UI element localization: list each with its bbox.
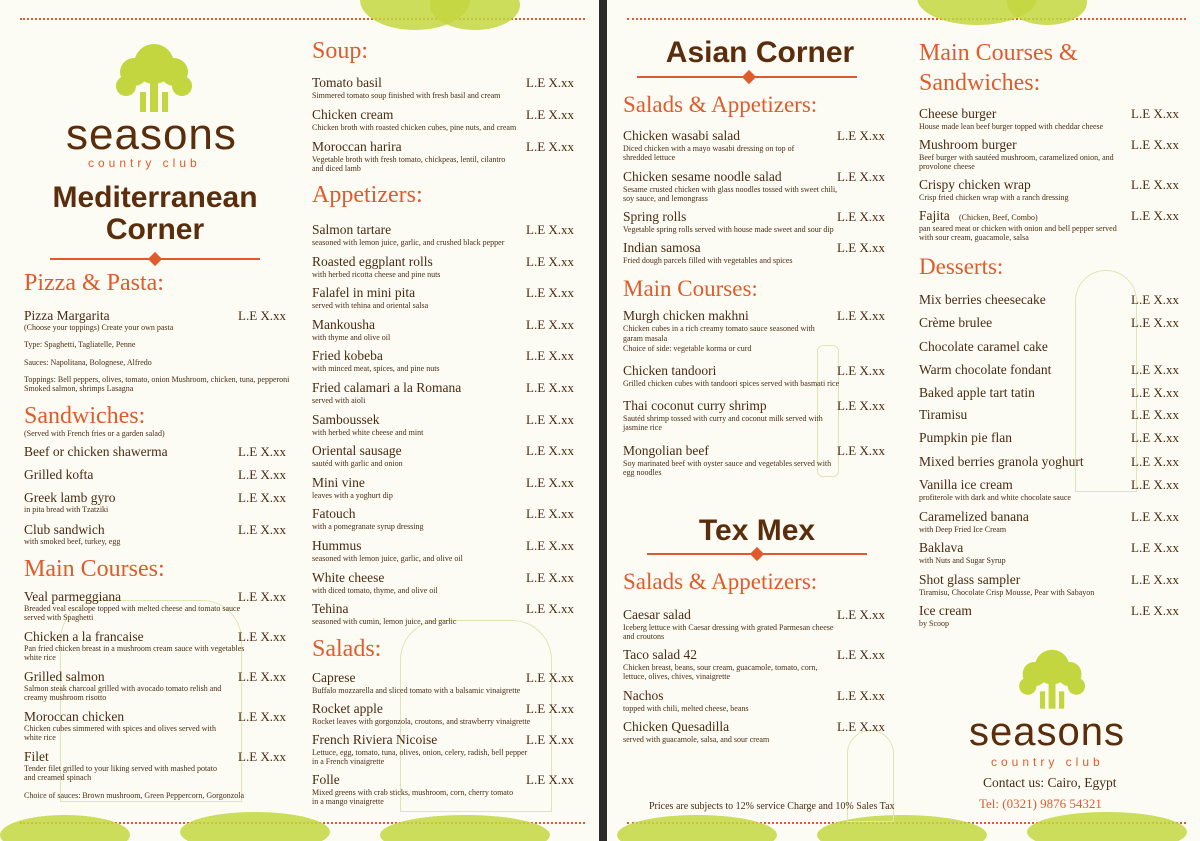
menu-item-desc: Tender filet grilled to your liking served with mashed potato <box>24 764 217 773</box>
menu-item-desc: lettuce, olives, chives, vinaigrette <box>623 672 731 681</box>
menu-item-price: L.E X.xx <box>1131 362 1180 377</box>
menu-item-desc: Diced chicken with a mayo wasabi dressing on top of <box>623 144 795 153</box>
menu-item-price: L.E X.xx <box>837 240 886 255</box>
menu-item-name: Mushroom burger <box>919 137 1017 152</box>
menu-item-name: Folle <box>312 772 340 787</box>
menu-item-name: Crispy chicken wrap <box>919 177 1031 192</box>
menu-item-name: Warm chocolate fondant <box>919 362 1052 377</box>
menu-item-desc: Sautéd shrimp tossed with curry and coconut milk served with <box>623 414 823 423</box>
menu-item-desc: House made lean beef burger topped with cheddar cheese <box>919 122 1104 131</box>
menu-item-desc: with minced meat, spices, and pine nuts <box>312 364 440 374</box>
menu-item-name: Beef or chicken shawerma <box>24 444 168 459</box>
menu-item-name: Veal parmeggiana <box>24 589 122 604</box>
menu-item-desc: Vegetable broth with fresh tomato, chickpeas, lentil, cilantro <box>312 155 506 164</box>
menu-item-price: L.E X.xx <box>526 474 575 490</box>
menu-item-name: Baked apple tart tatin <box>919 385 1035 400</box>
section-heading-asian-salads: Salads & Appetizers: <box>623 92 818 117</box>
brand-name: seasons <box>66 110 237 159</box>
menu-item-desc: jasmine rice <box>623 423 662 432</box>
menu-item-price: L.E X.xx <box>526 732 575 747</box>
menu-item-desc: pan seared meat or chicken with onion and bell pepper served <box>919 224 1117 233</box>
menu-item-price: L.E X.xx <box>1131 177 1180 192</box>
menu-item-price: L.E X.xx <box>526 253 575 269</box>
menu-item-name: Tiramisu <box>919 407 968 422</box>
brand-name: seasons <box>969 710 1125 754</box>
menu-item-name: Fried calamari a la Romana <box>312 380 462 395</box>
menu-item-desc: Breaded veal escalope topped with melted cheese and tomato sauce <box>24 604 241 613</box>
menu-item-desc: garam masala <box>623 334 668 343</box>
menu-item-desc: Chicken cubes simmered with spices and olives served with <box>24 724 216 733</box>
menu-item-name: Taco salad 42 <box>623 647 698 662</box>
menu-item-price: L.E X.xx <box>837 169 886 184</box>
menu-item-desc: seasoned with cumin, lemon juice, and garlic <box>312 617 457 627</box>
menu-item-price: L.E X.xx <box>837 398 886 413</box>
menu-item-price: L.E X.xx <box>526 411 575 427</box>
corner-title <box>20 182 290 246</box>
menu-item-name: Fried kobeba <box>312 348 383 364</box>
menu-item-price: L.E X.xx <box>238 490 287 505</box>
menu-item-name: Oriental sausage <box>312 443 402 459</box>
menu-item-price: L.E X.xx <box>837 363 886 378</box>
menu-item-desc: with Nuts and Sugar Syrup <box>919 556 1006 565</box>
menu-item-name: Filet <box>24 749 49 764</box>
menu-item-desc: with thyme and olive oil <box>312 332 391 342</box>
menu-item-desc: Buffalo mozzarella and sliced tomato with a balsamic vinaigrette <box>312 686 521 695</box>
menu-item-desc: served with aioli <box>312 396 366 405</box>
menu-item-desc: Crisp fried chicken wrap with a ranch dressing <box>919 193 1069 202</box>
menu-item-name: Indian samosa <box>623 240 701 255</box>
menu-item-desc: Chicken breast, beans, sour cream, guacamole, tomato, corn, <box>623 663 818 672</box>
menu-item-name: Cheese burger <box>919 106 997 121</box>
menu-item-price: L.E X.xx <box>238 308 287 323</box>
menu-item-desc: seasoned with lemon juice, garlic, and crushed black pepper <box>312 238 505 247</box>
heading-line: Sandwiches: <box>919 70 1041 96</box>
menu-item-price: L.E X.xx <box>238 749 287 764</box>
section-heading-main: Main Courses: <box>24 556 165 582</box>
menu-item-price: L.E X.xx <box>837 607 886 622</box>
top-dotted-border <box>627 18 1186 20</box>
menu-item-name: Crème brulee <box>919 315 993 330</box>
price-footnote: Prices are subjects to 12% service Charge and 10% Sales Tax <box>649 801 895 812</box>
menu-item-price: L.E X.xx <box>1131 137 1180 152</box>
telephone[interactable]: Tel: (0321) 9876 54321 <box>979 796 1102 811</box>
menu-item-desc: seasoned with lemon juice, garlic, and olive oil <box>312 554 463 563</box>
menu-item-name: Chicken sesame noodle salad <box>623 169 782 184</box>
menu-item-price: L.E X.xx <box>837 443 886 458</box>
menu-item-name: Thai coconut curry shrimp <box>623 398 767 413</box>
menu-item-name: Chicken wasabi salad <box>623 128 740 143</box>
menu-item-name: Mankousha <box>312 316 375 332</box>
tree-logo-icon <box>1015 648 1090 713</box>
section-heading-pizza: Pizza & Pasta: <box>24 270 164 296</box>
menu-page-right <box>607 0 1200 841</box>
menu-item-price: L.E X.xx <box>526 139 575 154</box>
menu-item-price: L.E X.xx <box>526 285 575 301</box>
menu-item-price: L.E X.xx <box>1131 385 1180 400</box>
menu-item-price: L.E X.xx <box>526 348 575 364</box>
menu-item-name: Salmon tartare <box>312 222 392 237</box>
menu-item-price: L.E X.xx <box>238 669 287 684</box>
menu-item-name: Falafel in mini pita <box>312 285 416 301</box>
menu-item-desc: with diced tomato, thyme, and olive oil <box>312 585 438 595</box>
pasta-sauces-line: Sauces: Napolitana, Bolognese, Alfredo <box>24 358 152 367</box>
menu-item-price: L.E X.xx <box>1131 603 1180 618</box>
menu-item-desc: Beef burger with sautéed mushroom, caramelized onion, and <box>919 153 1114 162</box>
menu-item-price: L.E X.xx <box>526 222 575 237</box>
menu-item-name: White cheese <box>312 569 385 585</box>
menu-item-desc: and creamed spinach <box>24 773 92 782</box>
menu-item-price: L.E X.xx <box>526 601 575 617</box>
menu-item-desc: white rice <box>24 733 56 742</box>
menu-item-desc: leaves with a yoghurt dip <box>312 490 393 500</box>
texmex-title: Tex Mex <box>698 514 816 547</box>
menu-item-name: Chicken tandoori <box>623 363 717 378</box>
menu-item-desc: Iceberg lettuce with Caesar dressing with grated Parmesan cheese <box>623 623 834 632</box>
menu-item-price: L.E X.xx <box>1131 509 1180 524</box>
menu-item-name: Roasted eggplant rolls <box>312 253 433 269</box>
section-heading-main-sandwiches <box>919 38 1078 98</box>
menu-item-name: Chicken cream <box>312 107 394 122</box>
menu-item-price: L.E X.xx <box>526 443 575 459</box>
corner-title-line2: Corner <box>105 213 205 246</box>
menu-item-price: L.E X.xx <box>238 522 287 537</box>
menu-item-name: Rocket apple <box>312 701 383 716</box>
section-heading-asian-main: Main Courses: <box>623 276 758 301</box>
menu-item-desc: Grilled chicken cubes with tandoori spices served with basmati rice <box>623 379 840 388</box>
menu-item-desc: Salmon steak charcoal grilled with avocado tomato relish and <box>24 684 222 693</box>
menu-item-desc: Mixed greens with crab sticks, mushroom, corn, cherry tomato <box>312 788 514 797</box>
menu-item-name: Chicken Quesadilla <box>623 719 730 734</box>
menu-item-price: L.E X.xx <box>1131 292 1180 307</box>
sauce-choices: Choice of sauces: Brown mushroom, Green Peppercorn, Gorgonzola <box>24 791 245 800</box>
pasta-type-line: Type: Spaghetti, Tagliatelle, Penne <box>24 340 136 349</box>
menu-item-price: L.E X.xx <box>238 709 287 724</box>
menu-item-price: L.E X.xx <box>238 444 287 459</box>
menu-item-name: Pizza Margarita <box>24 308 110 323</box>
menu-item-name: Grilled kofta <box>24 467 94 482</box>
menu-item-name: Mini vine <box>312 474 365 490</box>
menu-item-price: L.E X.xx <box>238 629 287 644</box>
menu-item-desc: (Choose your toppings) Create your own pasta <box>24 323 174 332</box>
brand-tagline: country club <box>88 156 201 170</box>
brand-tagline: country club <box>991 755 1104 769</box>
section-subheading: (Served with French fries or a garden salad) <box>24 429 165 438</box>
section-heading-soup: Soup: <box>312 38 369 64</box>
pizza-toppings-line: Smoked salmon, shrimps Lasagna <box>24 384 134 393</box>
menu-item-desc: served with tehina and oriental salsa <box>312 301 429 311</box>
menu-item-desc: served with guacamole, salsa, and sour cream <box>623 735 770 744</box>
menu-item-desc: white rice <box>24 653 56 662</box>
menu-item-price: L.E X.xx <box>238 467 287 482</box>
menu-item-desc: Pan fried chicken breast in a mushroom cream sauce with vegetables <box>24 644 245 653</box>
menu-item-name: Caramelized banana <box>919 509 1029 524</box>
pizza-toppings-line: Toppings: Bell peppers, olives, tomato, onion Mushroom, chicken, tuna, pepperoni <box>24 375 290 384</box>
menu-item-name: Hummus <box>312 538 362 553</box>
menu-item-desc: Rocket leaves with gorgonzola, croutons, and strawberry vinaigrette <box>312 717 531 726</box>
menu-item-name: Baklava <box>919 540 964 555</box>
menu-item-price: L.E X.xx <box>526 316 575 332</box>
menu-item-price: L.E X.xx <box>526 75 575 90</box>
menu-item-name: Shot glass sampler <box>919 572 1021 587</box>
menu-item-price: L.E X.xx <box>837 688 886 703</box>
menu-item-price: L.E X.xx <box>1131 407 1180 422</box>
menu-item-name: French Riviera Nicoise <box>312 732 438 747</box>
tree-logo-icon <box>112 42 197 117</box>
menu-item-name: Mixed berries granola yoghurt <box>919 454 1084 469</box>
menu-item-price: L.E X.xx <box>837 209 886 224</box>
section-heading-sandwiches: Sandwiches: <box>24 403 146 429</box>
menu-item-price: L.E X.xx <box>526 506 575 522</box>
menu-item-desc: served with Spaghetti <box>24 613 94 622</box>
menu-item-name: Moroccan harira <box>312 139 402 154</box>
menu-item-desc: Simmered tomato soup finished with fresh basil and cream <box>312 91 501 100</box>
menu-item-desc: by Scoop <box>919 619 949 628</box>
menu-item-name-extra: (Chicken, Beef, Combo) <box>959 213 1038 222</box>
menu-item-desc: shredded lettuce <box>623 153 676 162</box>
heading-line: Main Courses & <box>919 40 1078 66</box>
menu-item-name: Club sandwich <box>24 522 105 537</box>
diamond-divider-icon <box>148 252 162 266</box>
menu-item-desc: Tiramisu, Chocolate Crisp Mousse, Pear with Sabayon <box>919 588 1095 597</box>
section-heading-texmex-salads: Salads & Appetizers: <box>623 569 818 594</box>
diamond-divider-icon <box>742 70 756 84</box>
menu-item-name: Chicken a la francaise <box>24 629 144 644</box>
menu-item-desc: with herbed white cheese and mint <box>312 427 424 437</box>
menu-item-price: L.E X.xx <box>526 701 575 716</box>
menu-item-price: L.E X.xx <box>1131 430 1180 445</box>
menu-item-desc: with a pomegranate syrup dressing <box>312 522 424 532</box>
menu-item-desc: Sesame crusted chicken with glass noodles tossed with sweet chili, <box>623 185 838 194</box>
menu-item-price: L.E X.xx <box>837 719 886 734</box>
menu-item-desc: in a mango vinaigrette <box>312 797 384 806</box>
menu-item-name: Tomato basil <box>312 75 382 90</box>
menu-item-price: L.E X.xx <box>526 107 575 122</box>
menu-page-left <box>0 0 599 841</box>
menu-item-name: Pumpkin pie flan <box>919 430 1012 445</box>
menu-item-name: Greek lamb gyro <box>24 490 116 505</box>
menu-item-price: L.E X.xx <box>1131 106 1180 121</box>
menu-item-desc: with smoked beef, turkey, egg <box>24 537 121 546</box>
section-heading-salads: Salads: <box>312 636 382 662</box>
menu-item-desc: soy sauce, and lemongrass <box>623 194 708 203</box>
menu-item-name: Samboussek <box>312 411 380 427</box>
menu-item-name: Murgh chicken makhni <box>623 308 749 323</box>
menu-item-price: L.E X.xx <box>1131 315 1180 330</box>
menu-item-desc: sautéd with garlic and onion <box>312 459 403 469</box>
menu-item-name: Moroccan chicken <box>24 709 125 724</box>
section-heading-appetizers: Appetizers: <box>312 182 423 208</box>
menu-item-desc: and croutons <box>623 632 665 641</box>
menu-item-name: Fajita <box>919 208 950 223</box>
menu-item-name: Caesar salad <box>623 607 691 622</box>
menu-item-price: L.E X.xx <box>526 569 575 585</box>
menu-item-desc: topped with chili, melted cheese, beans <box>623 704 749 713</box>
menu-item-desc: in pita bread with Tzatziki <box>24 505 109 514</box>
menu-item-price: L.E X.xx <box>526 772 575 787</box>
menu-item-desc: Soy marinated beef with oyster sauce and vegetables served with <box>623 459 832 468</box>
menu-item-desc: Vegetable spring rolls served with house made sweet and sour dip <box>623 225 834 234</box>
menu-item-name: Ice cream <box>919 603 972 618</box>
menu-item-price: L.E X.xx <box>837 647 886 662</box>
menu-item-name: Vanilla ice cream <box>919 477 1013 492</box>
menu-item-desc: provolone cheese <box>919 162 975 171</box>
menu-item-price: L.E X.xx <box>837 308 886 323</box>
menu-item-name: Mongolian beef <box>623 443 709 458</box>
menu-item-desc: creamy mushroom risotto <box>24 693 107 702</box>
asian-corner-title: Asian Corner <box>665 36 855 69</box>
menu-item-name: Mix berries cheesecake <box>919 292 1046 307</box>
menu-item-desc: Choice of side: vegetable korma or curd <box>623 344 752 353</box>
menu-item-desc: profiterole with dark and white chocolate sauce <box>919 493 1071 502</box>
menu-item-price: L.E X.xx <box>238 589 287 604</box>
menu-item-name: Grilled salmon <box>24 669 105 684</box>
section-heading-desserts: Desserts: <box>919 254 1004 279</box>
menu-item-desc: and diced lamb <box>312 164 361 173</box>
menu-item-price: L.E X.xx <box>1131 477 1180 492</box>
menu-item-price: L.E X.xx <box>1131 572 1180 587</box>
menu-item-price: L.E X.xx <box>526 670 575 685</box>
menu-item-price: L.E X.xx <box>1131 208 1180 223</box>
menu-item-price: L.E X.xx <box>1131 454 1180 469</box>
contact-info: Contact us: Cairo, Egypt <box>983 775 1117 790</box>
menu-item-name: Nachos <box>623 688 664 703</box>
diamond-divider-icon <box>750 547 764 561</box>
menu-item-desc: Chicken cubes in a rich creamy tomato sauce seasoned with <box>623 324 815 333</box>
menu-item-desc: with sour cream, guacamole, salsa <box>919 233 1029 242</box>
menu-item-desc: Chicken broth with roasted chicken cubes, pine nuts, and cream <box>312 123 517 132</box>
menu-item-name: Fatouch <box>312 506 356 522</box>
menu-item-name: Caprese <box>312 670 356 685</box>
menu-item-price: L.E X.xx <box>1131 540 1180 555</box>
menu-item-name: Spring rolls <box>623 209 687 224</box>
menu-item-desc: with Deep Fried Ice Cream <box>919 525 1007 534</box>
menu-item-price: L.E X.xx <box>837 128 886 143</box>
menu-item-name: Chocolate caramel cake <box>919 339 1048 354</box>
menu-item-desc: Fried dough parcels filled with vegetables and spices <box>623 256 793 265</box>
menu-item-desc: egg noodles <box>623 468 662 477</box>
menu-item-desc: Lettuce, egg, tomato, tuna, olives, onion, celery, radish, bell pepper <box>312 748 528 757</box>
menu-item-name: Tehina <box>312 601 349 617</box>
menu-item-desc: in a French vinaigrette <box>312 757 385 766</box>
corner-title-line1: Mediterranean <box>52 181 258 214</box>
menu-item-desc: with herbed ricotta cheese and pine nuts <box>312 269 441 279</box>
menu-item-price: L.E X.xx <box>526 380 575 395</box>
menu-item-price: L.E X.xx <box>526 538 575 553</box>
